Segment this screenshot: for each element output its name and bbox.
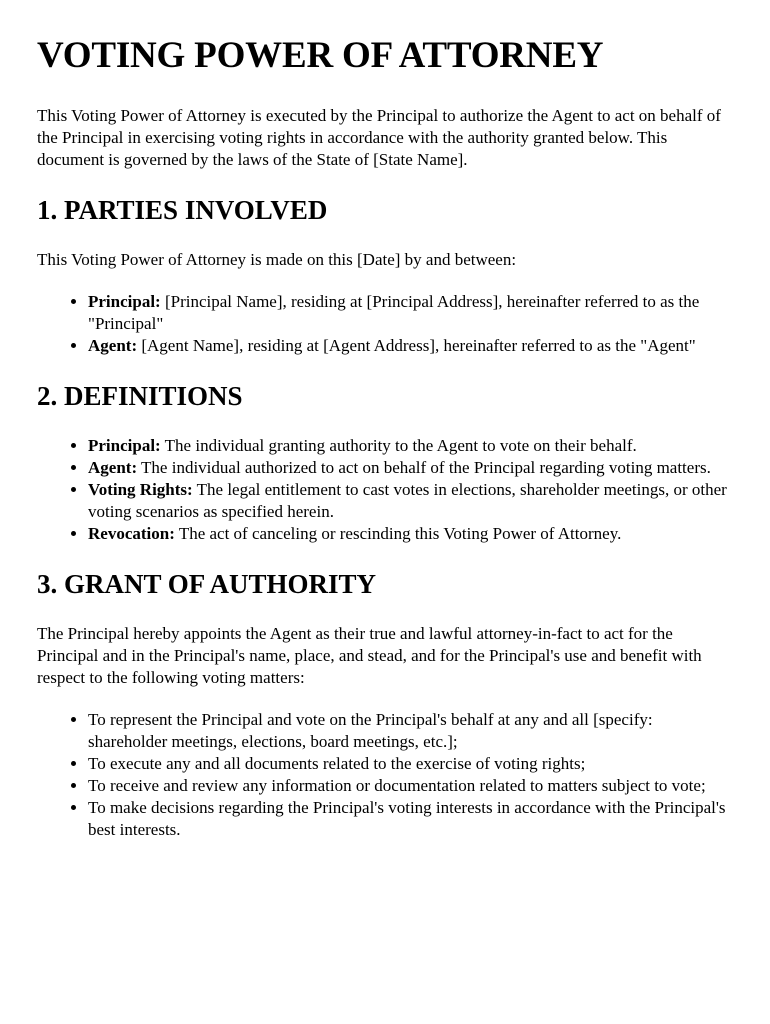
list-item-text: The legal entitlement to cast votes in elections, shareholder meetings, or other voting scenarios as specified herein.	[88, 480, 727, 521]
list-item-term: Agent:	[88, 336, 138, 355]
section-heading-parties: 1. PARTIES INVOLVED	[37, 195, 328, 225]
list-item	[88, 523, 736, 545]
section-heading-definitions: 2. DEFINITIONS	[37, 381, 243, 411]
list-item	[88, 335, 736, 357]
list-item-text: The individual granting authority to the Agent to vote on their behalf.	[160, 436, 637, 455]
list-item	[88, 435, 736, 457]
document-title: VOTING POWER OF ATTORNEY	[37, 35, 604, 76]
parties-list	[37, 291, 736, 357]
list-item: • To represent the Principal and vote on the Principal's behalf at any and all [specify: shareholder meetings, elections, board meetings, etc.];	[88, 709, 736, 753]
list-item-text: [Agent Name], residing at [Agent Address], hereinafter referred to as the "Agent"	[137, 336, 696, 355]
list-item	[88, 479, 736, 523]
list-item-term: Voting Rights:	[88, 480, 193, 499]
parties-paragraph: This Voting Power of Attorney is made on this [Date] by and between:	[37, 250, 517, 269]
list-item-term: Principal:	[88, 436, 161, 455]
list-item-term: Agent:	[88, 458, 138, 477]
list-item-term: Revocation:	[88, 524, 175, 543]
list-item-term: Principal:	[88, 292, 161, 311]
list-item: • To receive and review any information or documentation related to matters subject to vote;	[88, 775, 736, 797]
intro-paragraph: This Voting Power of Attorney is executed by the Principal to authorize the Agent to act on behalf of the Principal in exercising voting rights in accordance with the authority granted below. This document is governed by the laws of the State of [State Name].	[37, 106, 721, 169]
list-item-text: [Principal Name], residing at [Principal Address], hereinafter referred to as the "Principal"	[88, 292, 700, 333]
list-item: • To make decisions regarding the Principal's voting interests in accordance with the Principal's best interests.	[88, 797, 736, 841]
list-item-text: The individual authorized to act on behalf of the Principal regarding voting matters.	[137, 458, 711, 477]
list-item-text: The act of canceling or rescinding this Voting Power of Attorney.	[174, 524, 622, 543]
grant-paragraph: The Principal hereby appoints the Agent as their true and lawful attorney-in-fact to act for the Principal and in the Principal's name, place, and stead, and for the Principal's use and benefit with respect to the following voting matters:	[37, 624, 702, 687]
list-item	[88, 457, 736, 479]
list-item	[88, 291, 736, 335]
section-heading-grant-of-authority: 3. GRANT OF AUTHORITY	[37, 569, 377, 599]
authority-list	[37, 709, 736, 841]
definitions-list	[37, 435, 736, 545]
list-item: • To execute any and all documents related to the exercise of voting rights;	[88, 753, 736, 775]
